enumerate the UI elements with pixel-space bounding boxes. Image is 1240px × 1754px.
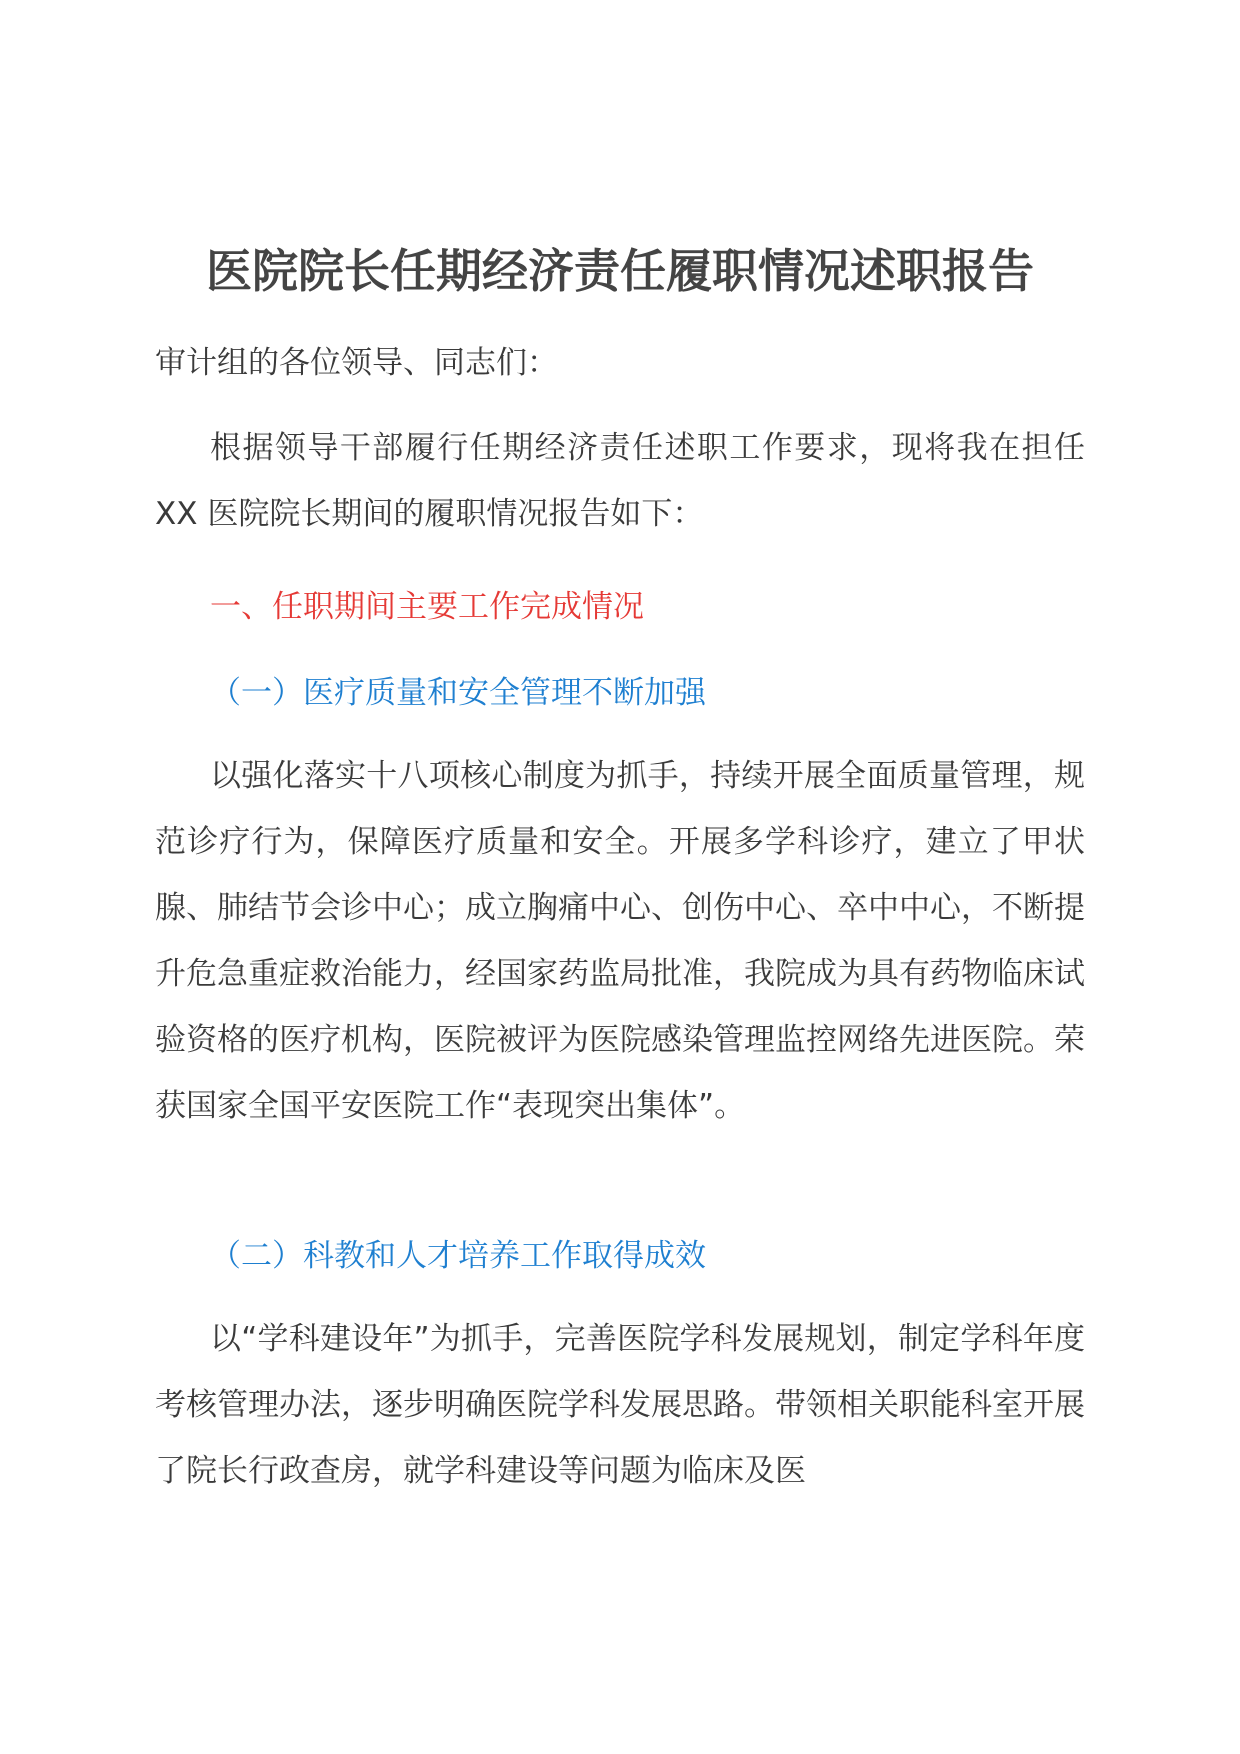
subsection-heading-1: （一）医疗质量和安全管理不断加强 (210, 675, 706, 711)
body-paragraph-2: 以“学科建设年”为抓手，完善医院学科发展规划，制定学科年度考核管理办法，逐步明确医院学科发展思路。带领相关职能科室开展了院长行政查房，就学科建设等问题为临床及医 (155, 1321, 1085, 1489)
body-paragraph-1: 以强化落实十八项核心制度为抓手，持续开展全面质量管理，规范诊疗行为，保障医疗质量和安全。开展多学科诊疗，建立了甲状腺、肺结节会诊中心；成立胸痛中心、创伤中心、卒中中心，不断提升危急重症救治能力，经国家药监局批准，我院成为具有药物临床试验资格的医疗机构，医院被评为医院感染管理监控网络先进医院。荣获国家全国平安医院工作“表现突出集体”。 (155, 758, 1085, 1124)
document-title: 医院院长任期经济责任履职情况述职报告 (206, 244, 1034, 298)
salutation: 审计组的各位领导、同志们： (155, 345, 558, 381)
section-heading-1: 一、任职期间主要工作完成情况 (210, 589, 644, 625)
intro-paragraph: 根据领导干部履行任期经济责任述职工作要求，现将我在担任 XX 医院院长期间的履职情况报告如下： (155, 430, 1085, 532)
subsection-heading-2: （二）科教和人才培养工作取得成效 (210, 1238, 706, 1274)
